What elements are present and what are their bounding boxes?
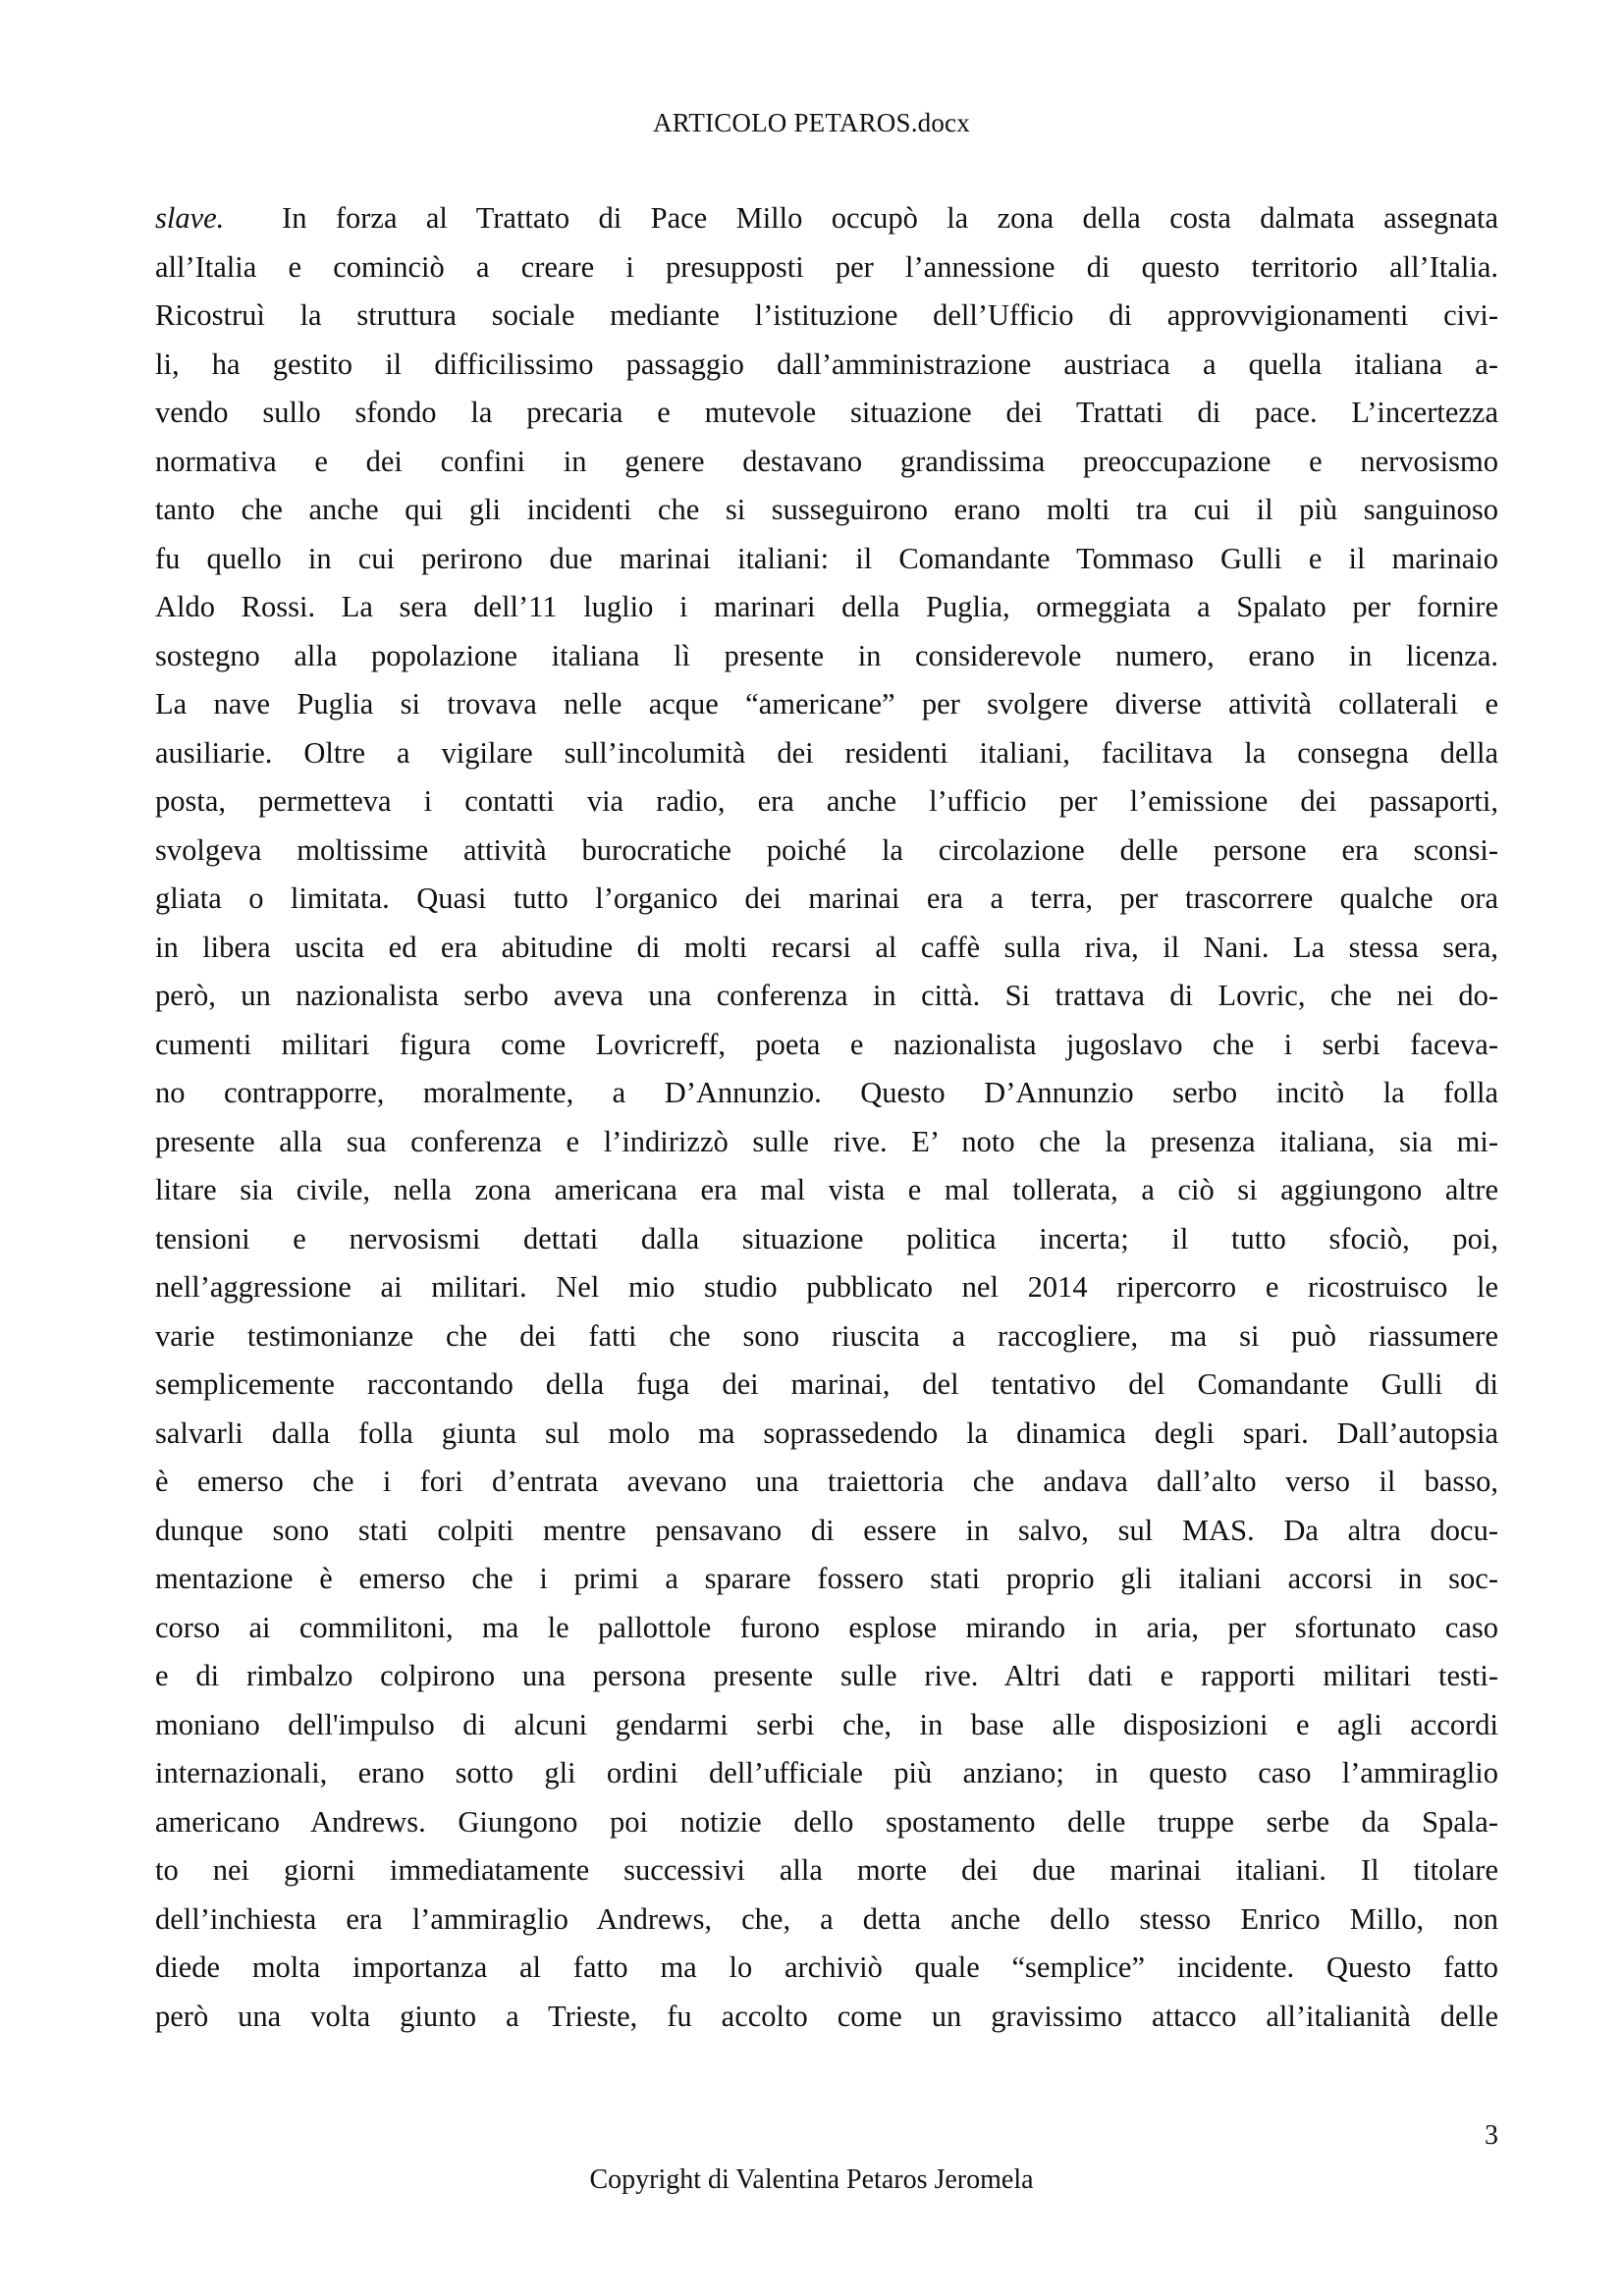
text-line: nell’aggressione ai militari. Nel mio studio pubblicato nel 2014 ripercorro e ricostruisco le: [155, 1270, 1498, 1304]
text-line: in libera uscita ed era abitudine di molti recarsi al caffè sulla riva, il Nani. La stessa sera,: [155, 930, 1498, 964]
page-footer: Copyright di Valentina Petaros Jeromela: [589, 2164, 1034, 2195]
text-line: internazionali, erano sotto gli ordini dell’ufficiale più anziano; in questo caso l’ammiraglio: [155, 1756, 1498, 1789]
text-line: americano Andrews. Giungono poi notizie dello spostamento delle truppe serbe da Spala-: [155, 1804, 1498, 1839]
text-line: posta, permetteva i contatti via radio, era anche l’ufficio per l’emissione dei passaporti,: [155, 784, 1498, 818]
text-line: Ricostruì la struttura sociale mediante l’istituzione dell’Ufficio di approvvigionamenti civi-: [155, 298, 1498, 332]
text-line: vendo sullo sfondo la precaria e mutevole situazione dei Trattati di pace. L’incertezza: [155, 396, 1498, 429]
text-line: diede molta importanza al fatto ma lo archiviò quale “semplice” incidente. Questo fatto: [155, 1950, 1498, 1984]
text-line: gliata o limitata. Quasi tutto l’organico dei marinai era a terra, per trascorrere qualche ora: [155, 881, 1498, 915]
text-line: sostegno alla popolazione italiana lì presente in considerevole numero, erano in licenza.: [155, 638, 1498, 672]
text-line: però una volta giunto a Trieste, fu accolto come un gravissimo attacco all’italianità delle: [155, 1999, 1498, 2033]
page-number: 3: [1485, 2120, 1498, 2151]
text-line: varie testimonianze che dei fatti che sono riuscita a raccogliere, ma si può riassumere: [155, 1318, 1498, 1353]
text-line: all’Italia e cominciò a creare i presupposti per l’annessione di questo territorio all’Italia.: [155, 249, 1498, 284]
text-line: cumenti militari figura come Lovricreff, poeta e nazionalista jugoslavo che i serbi faceva-: [155, 1027, 1498, 1061]
text-line: litare sia civile, nella zona americana era mal vista e mal tollerata, a ciò si aggiungono altre: [155, 1173, 1498, 1206]
text-line: mentazione è emerso che i primi a sparare fossero stati proprio gli italiani accorsi in soc-: [155, 1562, 1498, 1595]
text-line: [155, 194, 1498, 243]
text-line: salvarli dalla folla giunta sul molo ma soprassedendo la dinamica degli spari. Dall’autopsia: [155, 1415, 1498, 1450]
text-line-rest: In forza al Trattato di Pace Millo occupò la zona della costa dalmata assegnata: [282, 201, 1499, 235]
text-line: presente alla sua conferenza e l’indirizzò sulle rive. E’ noto che la presenza italiana, sia mi-: [155, 1124, 1498, 1158]
text-line: fu quello in cui perirono due marinai italiani: il Comandante Tommaso Gulli e il marinaio: [155, 541, 1498, 575]
text-line: La nave Puglia si trovava nelle acque “americane” per svolgere diverse attività collaterali e: [155, 687, 1498, 721]
text-line: to nei giorni immediatamente successivi alla morte dei due marinai italiani. Il titolare: [155, 1853, 1498, 1887]
text-line: però, un nazionalista serbo aveva una conferenza in città. Si trattava di Lovric, che nei do-: [155, 979, 1498, 1012]
text-line: corso ai commilitoni, ma le pallottole furono esplose mirando in aria, per sfortunato caso: [155, 1610, 1498, 1644]
italic-word: slave.: [155, 201, 225, 235]
text-line: no contrapporre, moralmente, a D’Annunzio. Questo D’Annunzio serbo incitò la folla: [155, 1076, 1498, 1109]
text-line: tanto che anche qui gli incidenti che si susseguirono erano molti tra cui il più sanguinoso: [155, 493, 1498, 526]
text-line: li, ha gestito il difficilissimo passaggio dall’amministrazione austriaca a quella italiana a-: [155, 347, 1498, 381]
text-line: semplicemente raccontando della fuga dei marinai, del tentativo del Comandante Gulli di: [155, 1367, 1498, 1401]
text-line: svolgeva moltissime attività burocratiche poiché la circolazione delle persone era sconsi-: [155, 832, 1498, 867]
text-line: dunque sono stati colpiti mentre pensavano di essere in salvo, sul MAS. Da altra docu-: [155, 1513, 1498, 1547]
body-text: [155, 194, 1498, 2041]
text-line: normativa e dei confini in genere destavano grandissima preoccupazione e nervosismo: [155, 444, 1498, 478]
text-line: Aldo Rossi. La sera dell’11 luglio i marinari della Puglia, ormeggiata a Spalato per fornire: [155, 590, 1498, 623]
text-line: tensioni e nervosismi dettati dalla situazione politica incerta; il tutto sfociò, poi,: [155, 1221, 1498, 1255]
text-line: ausiliarie. Oltre a vigilare sull’incolumità dei residenti italiani, facilitava la consegna della: [155, 735, 1498, 770]
page-header: ARTICOLO PETAROS.docx: [653, 108, 970, 137]
text-line: dell’inchiesta era l’ammiraglio Andrews, che, a detta anche dello stesso Enrico Millo, non: [155, 1901, 1498, 1936]
text-line: è emerso che i fori d’entrata avevano una traiettoria che andava dall’alto verso il basso,: [155, 1465, 1498, 1498]
text-line: e di rimbalzo colpirono una persona presente sulle rive. Altri dati e rapporti militari testi-: [155, 1659, 1498, 1692]
text-line: moniano dell'impulso di alcuni gendarmi serbi che, in base alle disposizioni e agli accordi: [155, 1707, 1498, 1741]
